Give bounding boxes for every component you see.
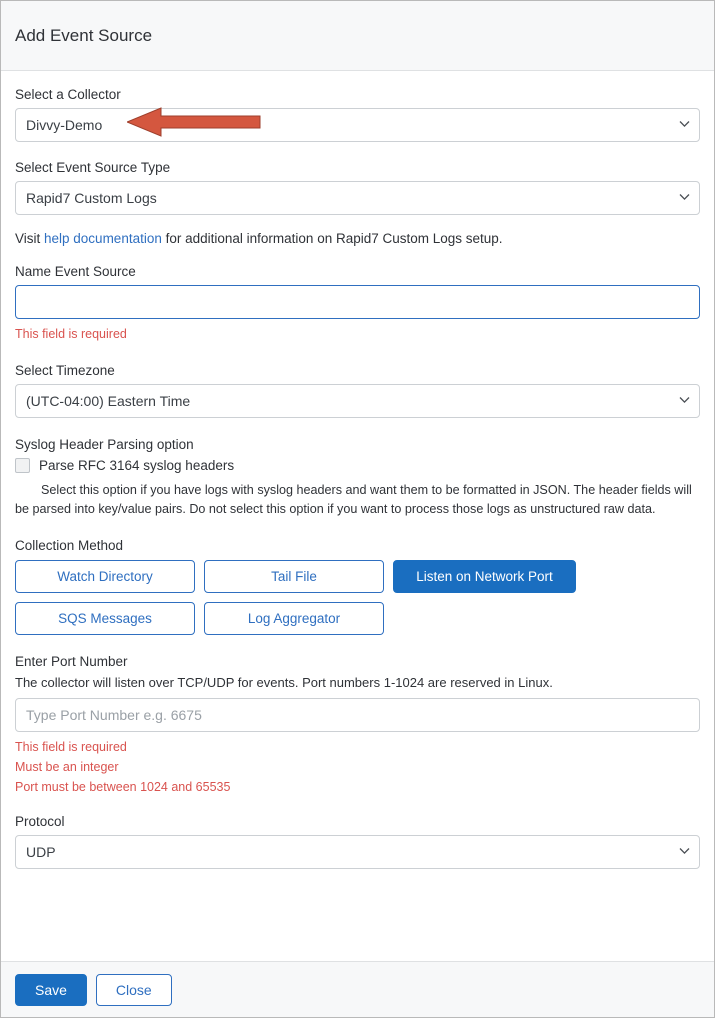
timezone-select-wrapper: [15, 384, 700, 418]
timezone-select[interactable]: [15, 384, 700, 418]
port-number-label: Enter Port Number: [15, 653, 128, 669]
collection-method-sqs-messages[interactable]: SQS Messages: [15, 602, 195, 635]
event-source-type-select-wrapper: [15, 181, 700, 215]
help-prefix: Visit: [15, 231, 45, 246]
collection-method-buttons: [15, 560, 700, 635]
collection-method-log-aggregator[interactable]: Log Aggregator: [204, 602, 384, 635]
port-error-range: Port must be between 1024 and 65535: [15, 780, 231, 795]
syslog-parse-checkbox-label: Parse RFC 3164 syslog headers: [39, 458, 235, 474]
name-event-source-error: This field is required: [15, 327, 127, 341]
port-error-required: This field is required: [15, 739, 127, 754]
help-suffix: for additional information on Rapid7 Custom Logs setup.: [161, 231, 503, 246]
help-documentation-link[interactable]: help documentation: [44, 231, 162, 246]
collection-method-tail-file[interactable]: Tail File: [204, 560, 384, 593]
page-title: Add Event Source: [15, 25, 153, 45]
syslog-parsing-label: Syslog Header Parsing option: [15, 437, 194, 453]
collector-label: Select a Collector: [15, 87, 121, 102]
modal-header: [1, 1, 714, 71]
collector-select-wrapper: [15, 108, 700, 142]
port-number-description: The collector will listen over TCP/UDP for events. Port numbers 1-1024 are reserved in Linux.: [15, 674, 553, 690]
close-button[interactable]: Close: [96, 974, 172, 1006]
port-number-input[interactable]: [15, 698, 700, 732]
collector-select[interactable]: [15, 108, 700, 142]
save-button[interactable]: Save: [15, 974, 87, 1006]
checkbox-icon[interactable]: [15, 458, 30, 473]
collection-method-listen-on-network-port[interactable]: Listen on Network Port: [393, 560, 576, 593]
help-documentation-line: [15, 231, 700, 246]
name-event-source-label: Name Event Source: [15, 264, 136, 279]
protocol-label: Protocol: [15, 814, 65, 830]
protocol-select[interactable]: [15, 835, 700, 869]
syslog-parse-hint: Select this option if you have logs with syslog headers and want them to be formatted in JSON. The header fields will be parsed into key/value pairs. Do not select this option if you want to process those logs as unstructured raw data.: [15, 483, 692, 517]
timezone-label: Select Timezone: [15, 363, 115, 379]
port-error-integer: Must be an integer: [15, 760, 119, 775]
syslog-parse-checkbox-row[interactable]: [15, 458, 700, 473]
event-source-type-select[interactable]: [15, 181, 700, 215]
event-source-type-label: Select Event Source Type: [15, 160, 171, 175]
modal-body: [1, 71, 714, 963]
name-event-source-input[interactable]: [15, 285, 700, 319]
modal-footer: [1, 961, 714, 1017]
collection-method-watch-directory[interactable]: Watch Directory: [15, 560, 195, 593]
collection-method-label: Collection Method: [15, 537, 124, 553]
protocol-select-wrapper: [15, 835, 700, 869]
